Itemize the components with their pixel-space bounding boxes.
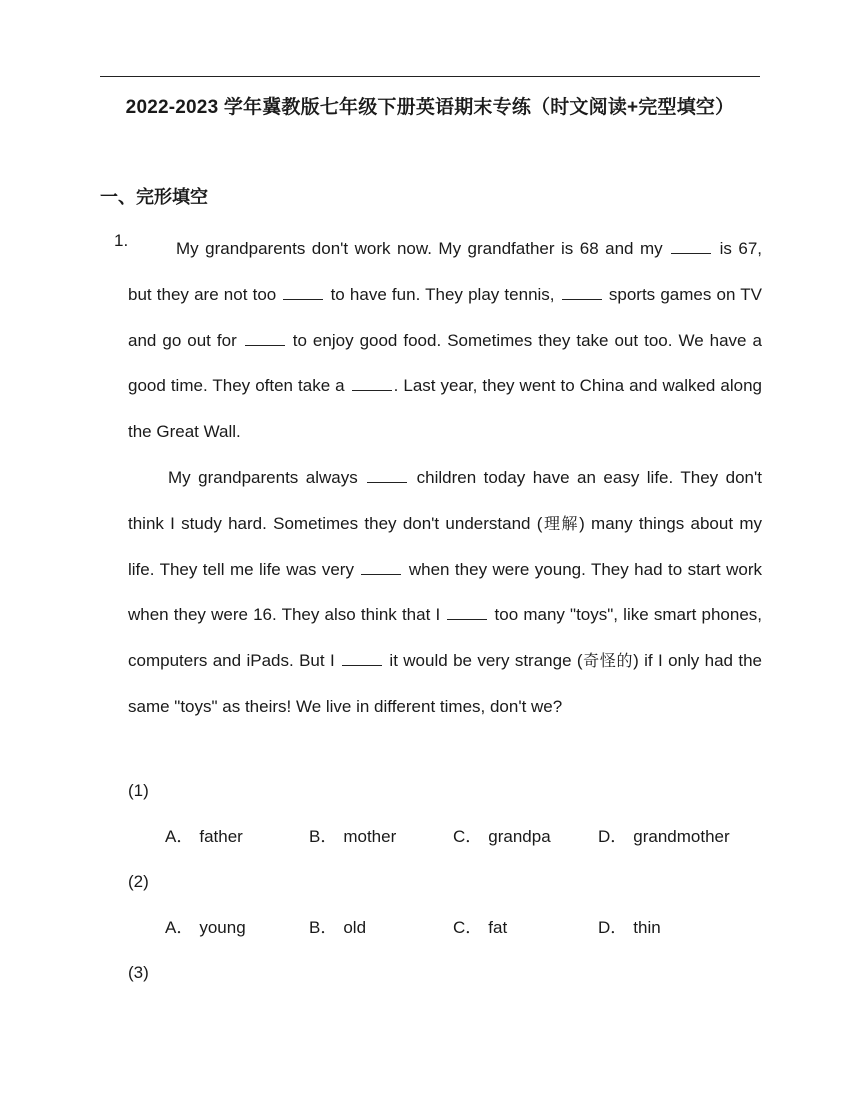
answer-blank-8 bbox=[447, 602, 487, 620]
option-text: father bbox=[199, 827, 243, 846]
answer-blank-9 bbox=[342, 648, 382, 666]
passage-text: . Last year, they went to China and walked along the Great Wall. bbox=[128, 376, 762, 442]
option-text: mother bbox=[343, 827, 397, 846]
passage-text: is 67, but they are not too bbox=[128, 239, 762, 304]
option-text: grandpa bbox=[488, 827, 551, 846]
answer-blank-4 bbox=[245, 328, 285, 346]
option-letter: C． bbox=[453, 918, 483, 937]
answer-blank-2 bbox=[283, 282, 323, 300]
option-letter: B． bbox=[309, 918, 338, 937]
option-c[interactable] bbox=[453, 822, 551, 852]
passage-text: to enjoy good food. Sometimes they take out too. We have a good time. They often take a bbox=[128, 330, 762, 396]
option-letter: D． bbox=[598, 827, 628, 846]
passage-text: ) many things about my life. They tell me life was very bbox=[128, 513, 762, 579]
option-row bbox=[128, 822, 768, 852]
passage-text: when they were young. They had to start work when they were 16. They also think that I bbox=[128, 559, 762, 625]
sub-question-number: (1) bbox=[128, 781, 149, 800]
option-b[interactable] bbox=[309, 822, 396, 852]
answer-blank-3 bbox=[562, 282, 602, 300]
answer-blank-1 bbox=[671, 236, 711, 254]
option-a[interactable] bbox=[165, 822, 243, 852]
section-heading: 一、完形填空 bbox=[100, 187, 208, 207]
header-rule bbox=[100, 76, 760, 77]
passage-text: ) if I only had the same "toys" as theirs! We live in different times, don't we? bbox=[128, 651, 762, 716]
option-letter: A． bbox=[165, 827, 194, 846]
option-d[interactable] bbox=[598, 913, 661, 943]
passage-text: My grandparents always bbox=[168, 467, 358, 487]
option-text: thin bbox=[633, 918, 661, 937]
option-letter: C． bbox=[453, 827, 483, 846]
answer-blank-7 bbox=[361, 557, 401, 575]
passage-text: to have fun. They play tennis, bbox=[330, 284, 555, 304]
passage-text: children today have an easy life. They don't think I study hard. Sometimes they don't understand ( bbox=[128, 467, 762, 533]
question-number: 1. bbox=[114, 231, 129, 250]
option-a[interactable] bbox=[165, 913, 246, 943]
answer-blank-5 bbox=[352, 373, 392, 391]
cloze-passage bbox=[128, 226, 762, 730]
sub-question-number: (2) bbox=[128, 872, 149, 891]
option-d[interactable] bbox=[598, 822, 730, 852]
option-c[interactable] bbox=[453, 913, 507, 943]
option-text: young bbox=[199, 918, 246, 937]
sub-question-1 bbox=[128, 776, 768, 852]
option-text: grandmother bbox=[633, 827, 730, 846]
passage-text: My grandparents don't work now. My grandfather is 68 and my bbox=[176, 239, 663, 258]
chinese-gloss: 奇怪的 bbox=[582, 651, 634, 671]
option-b[interactable] bbox=[309, 913, 366, 943]
passage-text: sports games on TV and go out for bbox=[128, 284, 762, 350]
answer-blank-6 bbox=[367, 465, 407, 483]
passage-paragraph-2 bbox=[128, 455, 762, 730]
option-text: fat bbox=[488, 918, 508, 937]
option-letter: A． bbox=[165, 918, 194, 937]
sub-question-3 bbox=[128, 958, 768, 988]
passage-paragraph-1 bbox=[128, 226, 762, 455]
option-row bbox=[128, 913, 768, 943]
chinese-gloss: 理解 bbox=[542, 513, 580, 533]
passage-text: it would be very strange ( bbox=[389, 651, 583, 671]
option-letter: B． bbox=[309, 827, 338, 846]
passage-text: too many "toys", like smart phones, computers and iPads. But I bbox=[128, 605, 763, 671]
option-text: old bbox=[343, 918, 367, 937]
document-title: 2022-2023 学年冀教版七年级下册英语期末专练（时文阅读+完型填空） bbox=[125, 97, 735, 118]
sub-question-number: (3) bbox=[128, 963, 149, 982]
option-letter: D． bbox=[598, 918, 628, 937]
sub-question-2 bbox=[128, 867, 768, 943]
